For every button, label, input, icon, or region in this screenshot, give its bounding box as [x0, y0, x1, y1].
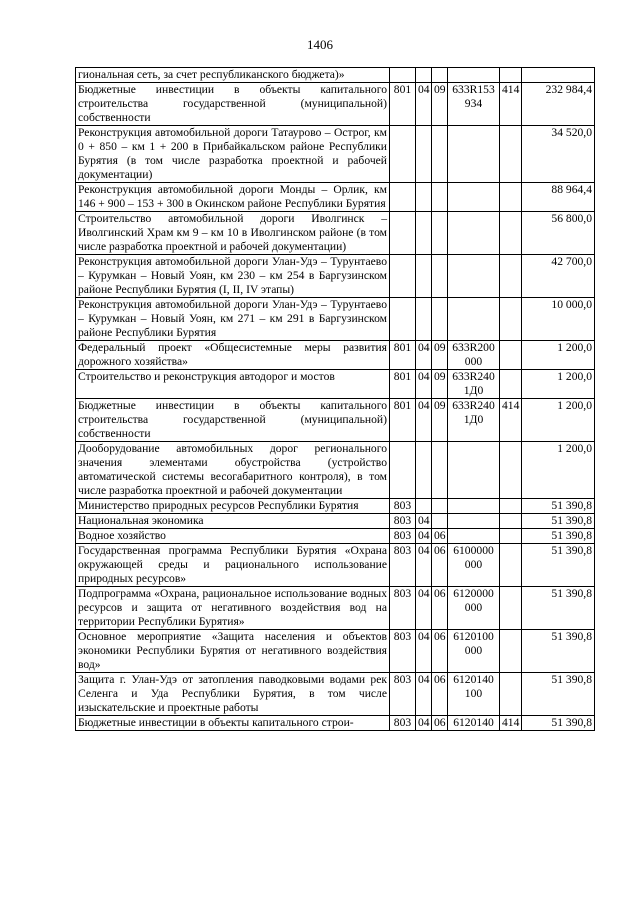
ministry-code-cell: [390, 126, 416, 183]
section-code-cell: 04: [416, 370, 432, 399]
section-code-cell: 04: [416, 630, 432, 673]
table-row: [76, 83, 595, 126]
subsection-code-cell: [432, 442, 448, 499]
target-code-cell: [448, 255, 500, 298]
expense-type-cell: [500, 68, 522, 83]
subsection-code-cell: [432, 183, 448, 212]
ministry-code-cell: 803: [390, 673, 416, 716]
section-code-cell: 04: [416, 716, 432, 731]
subsection-code-cell: 06: [432, 630, 448, 673]
row-name-cell: Национальная экономика: [76, 514, 390, 529]
target-code-cell: 633R200 000: [448, 341, 500, 370]
target-code-cell: [448, 183, 500, 212]
subsection-code-cell: 06: [432, 544, 448, 587]
amount-cell: 51 390,8: [522, 544, 595, 587]
expense-type-cell: 414: [500, 399, 522, 442]
target-code-cell: [448, 212, 500, 255]
ministry-code-cell: 801: [390, 370, 416, 399]
expense-type-cell: [500, 442, 522, 499]
table-row: [76, 514, 595, 529]
amount-cell: 88 964,4: [522, 183, 595, 212]
row-name-cell: Реконструкция автомобильной дороги Монды – Орлик, км 146 + 900 – 153 + 300 в Окинском районе Республики Бурятия: [76, 183, 390, 212]
amount-cell: 51 390,8: [522, 630, 595, 673]
budget-table: [75, 67, 595, 731]
amount-cell: 51 390,8: [522, 716, 595, 731]
table-row: [76, 298, 595, 341]
row-name-cell: Основное мероприятие «Защита населения и объектов экономики Республики Бурятия от негативного воздействия вод»: [76, 630, 390, 673]
ministry-code-cell: 801: [390, 399, 416, 442]
target-code-cell: 6120140: [448, 716, 500, 731]
row-name-cell: Реконструкция автомобильной дороги Улан-Удэ – Турунтаево – Курумкан – Новый Уоян, км 230 – км 254 в Баргузинском районе Республики Бурятия (I, II, IV этапы): [76, 255, 390, 298]
target-code-cell: 633R240 1Д0: [448, 399, 500, 442]
target-code-cell: [448, 514, 500, 529]
table-row: [76, 587, 595, 630]
expense-type-cell: [500, 212, 522, 255]
section-code-cell: [416, 442, 432, 499]
subsection-code-cell: 06: [432, 587, 448, 630]
target-code-cell: 6120140 100: [448, 673, 500, 716]
amount-cell: 1 200,0: [522, 341, 595, 370]
section-code-cell: [416, 126, 432, 183]
table-row: [76, 716, 595, 731]
ministry-code-cell: 803: [390, 544, 416, 587]
amount-cell: 51 390,8: [522, 673, 595, 716]
subsection-code-cell: [432, 255, 448, 298]
amount-cell: 51 390,8: [522, 499, 595, 514]
section-code-cell: [416, 68, 432, 83]
section-code-cell: [416, 499, 432, 514]
subsection-code-cell: 09: [432, 399, 448, 442]
target-code-cell: [448, 298, 500, 341]
row-name-cell: Бюджетные инвестиции в объекты капитального строительства государственной (муниципальной) собственности: [76, 399, 390, 442]
row-name-cell: Государственная программа Республики Бурятия «Охрана окружающей среды и рационального использование природных ресурсов»: [76, 544, 390, 587]
row-name-cell: Федеральный проект «Общесистемные меры развития дорожного хозяйства»: [76, 341, 390, 370]
amount-cell: 51 390,8: [522, 529, 595, 544]
ministry-code-cell: [390, 212, 416, 255]
ministry-code-cell: 801: [390, 83, 416, 126]
table-row: [76, 255, 595, 298]
ministry-code-cell: 803: [390, 499, 416, 514]
row-name-cell: Защита г. Улан-Удэ от затопления паводковыми водами рек Селенга и Уда Республики Бурятия, в том числе изыскательские и проектные работы: [76, 673, 390, 716]
expense-type-cell: [500, 544, 522, 587]
row-name-cell: Водное хозяйство: [76, 529, 390, 544]
subsection-code-cell: [432, 212, 448, 255]
expense-type-cell: 414: [500, 83, 522, 126]
table-row: [76, 499, 595, 514]
amount-cell: 1 200,0: [522, 399, 595, 442]
amount-cell: 232 984,4: [522, 83, 595, 126]
row-name-cell: Бюджетные инвестиции в объекты капитального строительства государственной (муниципальной) собственности: [76, 83, 390, 126]
section-code-cell: 04: [416, 587, 432, 630]
expense-type-cell: [500, 529, 522, 544]
amount-cell: 1 200,0: [522, 442, 595, 499]
expense-type-cell: [500, 514, 522, 529]
ministry-code-cell: 803: [390, 630, 416, 673]
amount-cell: [522, 68, 595, 83]
amount-cell: 1 200,0: [522, 370, 595, 399]
expense-type-cell: [500, 126, 522, 183]
section-code-cell: 04: [416, 529, 432, 544]
table-row: [76, 341, 595, 370]
amount-cell: 56 800,0: [522, 212, 595, 255]
target-code-cell: 6100000 000: [448, 544, 500, 587]
row-name-cell: гиональная сеть, за счет республиканского бюджета)»: [76, 68, 390, 83]
expense-type-cell: [500, 298, 522, 341]
target-code-cell: [448, 126, 500, 183]
expense-type-cell: [500, 499, 522, 514]
target-code-cell: [448, 442, 500, 499]
amount-cell: 34 520,0: [522, 126, 595, 183]
ministry-code-cell: 803: [390, 587, 416, 630]
expense-type-cell: [500, 183, 522, 212]
ministry-code-cell: [390, 442, 416, 499]
section-code-cell: [416, 298, 432, 341]
ministry-code-cell: 803: [390, 716, 416, 731]
subsection-code-cell: 09: [432, 341, 448, 370]
amount-cell: 42 700,0: [522, 255, 595, 298]
expense-type-cell: [500, 341, 522, 370]
table-row: [76, 68, 595, 83]
table-row: [76, 399, 595, 442]
ministry-code-cell: [390, 183, 416, 212]
amount-cell: 51 390,8: [522, 514, 595, 529]
section-code-cell: [416, 212, 432, 255]
target-code-cell: [448, 499, 500, 514]
target-code-cell: 633R240 1Д0: [448, 370, 500, 399]
subsection-code-cell: 06: [432, 716, 448, 731]
section-code-cell: 04: [416, 544, 432, 587]
amount-cell: 10 000,0: [522, 298, 595, 341]
row-name-cell: Строительство автомобильной дороги Иволгинск – Иволгинский Храм км 9 – км 10 в Иволгинском районе (в том числе разработка проектной и рабочей документации): [76, 212, 390, 255]
section-code-cell: 04: [416, 341, 432, 370]
subsection-code-cell: 06: [432, 673, 448, 716]
subsection-code-cell: 06: [432, 529, 448, 544]
ministry-code-cell: [390, 255, 416, 298]
row-name-cell: Строительство и реконструкция автодорог и мостов: [76, 370, 390, 399]
table-row: [76, 544, 595, 587]
target-code-cell: 6120000 000: [448, 587, 500, 630]
table-row: [76, 673, 595, 716]
ministry-code-cell: [390, 298, 416, 341]
section-code-cell: 04: [416, 83, 432, 126]
table-row: [76, 630, 595, 673]
expense-type-cell: [500, 673, 522, 716]
amount-cell: 51 390,8: [522, 587, 595, 630]
expense-type-cell: [500, 255, 522, 298]
row-name-cell: Реконструкция автомобильной дороги Улан-Удэ – Турунтаево – Курумкан – Новый Уоян, км 271 – км 291 в Баргузинском районе Республики Бурятия: [76, 298, 390, 341]
row-name-cell: Бюджетные инвестиции в объекты капитального строи-: [76, 716, 390, 731]
ministry-code-cell: 801: [390, 341, 416, 370]
expense-type-cell: 414: [500, 716, 522, 731]
section-code-cell: [416, 183, 432, 212]
row-name-cell: Реконструкция автомобильной дороги Татаурово – Острог, км 0 + 850 – км 1 + 200 в Прибайкальском районе Республики Бурятия (в том числе разработка проектной и рабочей документации): [76, 126, 390, 183]
target-code-cell: 633R153 934: [448, 83, 500, 126]
table-row: [76, 370, 595, 399]
subsection-code-cell: [432, 499, 448, 514]
subsection-code-cell: 09: [432, 370, 448, 399]
page-number: 1406: [307, 37, 333, 52]
target-code-cell: [448, 529, 500, 544]
section-code-cell: [416, 255, 432, 298]
table-row: [76, 442, 595, 499]
section-code-cell: 04: [416, 673, 432, 716]
table-row: [76, 212, 595, 255]
section-code-cell: 04: [416, 514, 432, 529]
table-row: [76, 126, 595, 183]
subsection-code-cell: [432, 68, 448, 83]
subsection-code-cell: [432, 514, 448, 529]
row-name-cell: Министерство природных ресурсов Республики Бурятия: [76, 499, 390, 514]
ministry-code-cell: 803: [390, 529, 416, 544]
expense-type-cell: [500, 587, 522, 630]
target-code-cell: [448, 68, 500, 83]
subsection-code-cell: 09: [432, 83, 448, 126]
table-row: [76, 183, 595, 212]
ministry-code-cell: 803: [390, 514, 416, 529]
ministry-code-cell: [390, 68, 416, 83]
target-code-cell: 6120100 000: [448, 630, 500, 673]
row-name-cell: Подпрограмма «Охрана, рациональное использование водных ресурсов и защита от негативного воздействия вод на территории Республики Бурятия»: [76, 587, 390, 630]
row-name-cell: Дооборудование автомобильных дорог регионального значения элементами обустройства (устройство автоматической системы весогабаритного контроля), в том числе разработка проектной и рабочей документации: [76, 442, 390, 499]
expense-type-cell: [500, 370, 522, 399]
subsection-code-cell: [432, 126, 448, 183]
table-row: [76, 529, 595, 544]
subsection-code-cell: [432, 298, 448, 341]
section-code-cell: 04: [416, 399, 432, 442]
expense-type-cell: [500, 630, 522, 673]
